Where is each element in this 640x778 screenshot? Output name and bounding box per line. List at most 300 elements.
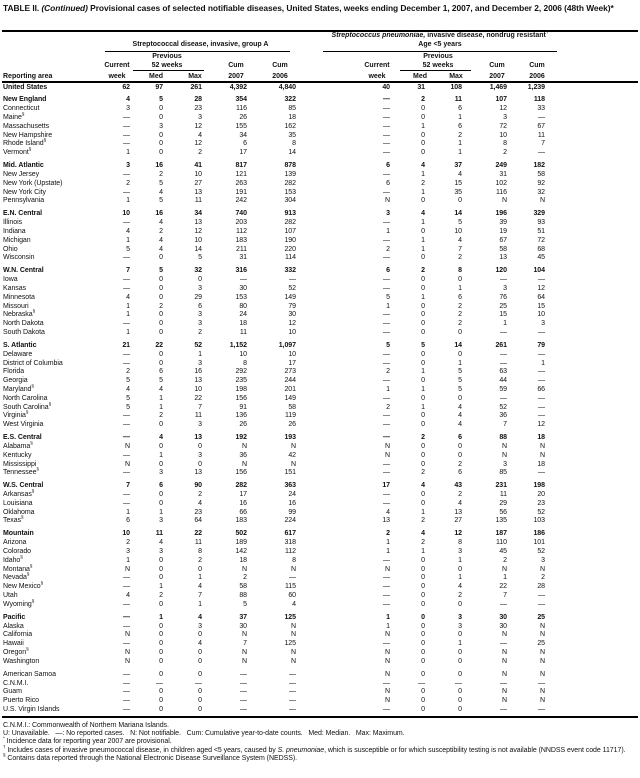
cell-value: 11 <box>194 197 202 205</box>
cell-value: 1 <box>421 188 425 196</box>
row-area-label: Kansas <box>3 284 27 292</box>
table-row <box>3 342 640 351</box>
cell-value: 1 <box>126 311 130 319</box>
cell-value: — <box>383 105 390 113</box>
cell-value: 52 <box>537 548 545 556</box>
cell-value: N <box>241 442 247 450</box>
table-row <box>3 688 640 697</box>
cell-value: 30 <box>239 622 247 630</box>
cell-value: 12 <box>194 140 202 148</box>
row-area-label: South Dakota <box>3 328 45 336</box>
cell-value: 3 <box>159 469 163 477</box>
section-marker: § <box>32 309 36 315</box>
cell-value: N <box>290 442 296 450</box>
cell-value: 0 <box>198 688 202 696</box>
cell-value: 20 <box>537 491 545 499</box>
table-row <box>3 267 640 276</box>
cell-value: 151 <box>284 469 296 477</box>
cell-value: 2 <box>503 149 507 157</box>
cell-value: 7 <box>503 421 507 429</box>
cell-value: 0 <box>159 442 163 450</box>
footnote-pneumococcal: † Includes cases of invasive pneumococcal disease, in children aged <5 years, caused by S. pneumoniae, which is susceptible or for which susceptibility testing is not available (NNDSS event code 11717). <box>3 744 626 754</box>
cell-value: 4 <box>458 412 462 420</box>
cell-value: 30 <box>499 622 507 630</box>
col-52weeks-b: 52 weeks <box>422 61 454 69</box>
cell-value: N <box>241 657 247 665</box>
cell-value: — <box>123 276 130 284</box>
row-area-label: Indiana <box>3 228 26 236</box>
col-cum2006-b-top: Cum <box>529 61 545 69</box>
footnote-nedss: § Contains data reported through the National Electronic Disease Surveillance System (NEDSS). <box>3 752 298 762</box>
cell-value: 282 <box>284 179 296 187</box>
cell-value: 79 <box>288 302 296 310</box>
cell-value: 2 <box>458 311 462 319</box>
cell-value: 2 <box>386 403 390 411</box>
cell-value: 0 <box>159 640 163 648</box>
cell-value: 0 <box>421 657 425 665</box>
cell-value: 1 <box>126 508 130 516</box>
cell-value: 1 <box>458 359 462 367</box>
52weeks-rule-a <box>133 70 204 71</box>
row-area-label: Iowa <box>3 276 18 284</box>
cell-value: 3 <box>126 548 130 556</box>
cell-value: N <box>384 197 390 205</box>
cell-value: 0 <box>159 276 163 284</box>
cell-value: 108 <box>450 83 462 91</box>
cell-value: — <box>455 679 462 687</box>
cell-value: — <box>500 276 507 284</box>
cell-value: — <box>383 171 390 179</box>
cell-value: 63 <box>499 368 507 376</box>
cell-value: N <box>124 565 130 573</box>
cell-value: — <box>123 583 130 591</box>
cell-value: N <box>539 197 545 205</box>
cell-value: 0 <box>159 359 163 367</box>
section-marker: § <box>43 138 47 144</box>
cell-value: — <box>538 403 545 411</box>
cell-value: 10 <box>239 350 247 358</box>
cell-value: — <box>383 592 390 600</box>
cell-value: — <box>383 434 390 442</box>
cell-value: — <box>383 320 390 328</box>
cell-value: N <box>539 442 545 450</box>
cell-value: 3 <box>458 622 462 630</box>
cell-value: 114 <box>284 254 296 262</box>
cell-value: 4 <box>198 131 202 139</box>
cell-value: 139 <box>284 171 296 179</box>
dagger-marker: † <box>545 29 549 35</box>
col-52weeks-a: 52 weeks <box>151 61 183 69</box>
row-area-label: Mississippi <box>3 460 37 468</box>
cell-value: 4 <box>421 210 425 218</box>
cell-value: 58 <box>239 583 247 591</box>
cell-value: 10 <box>194 385 202 393</box>
cell-value: 118 <box>533 96 545 104</box>
cell-value: 0 <box>159 697 163 705</box>
cell-value: 913 <box>284 210 296 218</box>
cell-value: — <box>383 219 390 227</box>
cell-value: 0 <box>159 421 163 429</box>
col-max-b: Max <box>449 72 463 80</box>
cell-value: 112 <box>235 228 247 236</box>
cell-value: 45 <box>499 548 507 556</box>
cell-value: — <box>538 114 545 122</box>
cell-value: 0 <box>458 600 462 608</box>
cell-value: 2 <box>198 149 202 157</box>
cell-value: 1 <box>126 328 130 336</box>
cell-value: 2 <box>458 320 462 328</box>
cell-value: 6 <box>386 179 390 187</box>
cell-value: — <box>538 350 545 358</box>
cell-value: 1 <box>421 385 425 393</box>
cell-value: 0 <box>159 460 163 468</box>
cell-value: 26 <box>239 114 247 122</box>
row-area-label: Massachusetts <box>3 122 50 130</box>
cell-value: 5 <box>126 394 130 402</box>
cell-value: 2 <box>386 368 390 376</box>
group-a-rule <box>105 51 290 52</box>
cell-value: 1 <box>126 149 130 157</box>
cell-value: 0 <box>159 657 163 665</box>
cell-value: 25 <box>499 302 507 310</box>
table-row <box>3 162 640 171</box>
cell-value: 189 <box>235 539 247 547</box>
cell-value: N <box>290 649 296 656</box>
species-name-italic: S. pneumoniae <box>277 746 325 754</box>
cell-value: 7 <box>126 482 130 490</box>
cell-value: 282 <box>284 219 296 227</box>
cell-value: 155 <box>235 122 247 130</box>
cell-value: 0 <box>159 688 163 696</box>
cell-value: 4 <box>458 171 462 179</box>
cell-value: 0 <box>421 328 425 336</box>
cell-value: — <box>500 600 507 608</box>
table-header <box>0 30 640 83</box>
cell-value: — <box>383 421 390 429</box>
section-marker: § <box>28 146 32 152</box>
cell-value: 39 <box>499 219 507 227</box>
cell-value: 3 <box>198 114 202 122</box>
cell-value: — <box>123 697 130 705</box>
cell-value: 1 <box>386 385 390 393</box>
cell-value: 91 <box>239 403 247 411</box>
row-area-label: Alabama§ <box>3 440 33 450</box>
cell-value: 4 <box>458 236 462 244</box>
cell-value: 7 <box>198 592 202 600</box>
cell-value: 5 <box>386 293 390 301</box>
cell-value: N <box>384 631 390 639</box>
table-row <box>3 105 640 114</box>
cell-value: 0 <box>421 105 425 113</box>
cell-value: — <box>195 679 202 687</box>
col-previous-a: Previous <box>152 53 182 60</box>
cell-value: 8 <box>198 548 202 556</box>
cell-value: 51 <box>537 228 545 236</box>
table-row <box>3 228 640 237</box>
table-row <box>3 219 640 228</box>
cell-value: 244 <box>284 377 296 385</box>
cell-value: N <box>241 649 247 656</box>
cell-value: 1 <box>421 508 425 516</box>
row-area-label: W.S. Central <box>3 482 44 490</box>
cell-value: 1 <box>458 574 462 582</box>
cell-value: 66 <box>537 385 545 393</box>
section-marker: § <box>26 572 30 578</box>
cell-value: N <box>539 451 545 459</box>
cell-value: 149 <box>284 394 296 402</box>
cell-value: 0 <box>421 491 425 499</box>
cell-value: 36 <box>499 412 507 420</box>
cell-value: 5 <box>159 96 163 104</box>
cell-value: 0 <box>159 328 163 336</box>
table-row <box>3 329 640 338</box>
cell-value: 62 <box>122 83 130 91</box>
cell-value: 2 <box>541 574 545 582</box>
cell-value: 1 <box>159 508 163 516</box>
cell-value: 198 <box>533 482 545 490</box>
table-row <box>3 640 640 649</box>
cell-value: 45 <box>537 254 545 262</box>
cell-value: 43 <box>454 482 462 490</box>
cell-value: 76 <box>499 293 507 301</box>
cell-value: 4 <box>159 434 163 442</box>
table-row <box>3 377 640 386</box>
cell-value: 13 <box>382 517 390 525</box>
cell-value: 0 <box>159 350 163 358</box>
cell-value: 18 <box>537 460 545 468</box>
cell-value: — <box>383 311 390 319</box>
cell-value: — <box>123 469 130 477</box>
cell-value: 4 <box>159 188 163 196</box>
cell-value: 1 <box>386 622 390 630</box>
cell-value: 0 <box>458 276 462 284</box>
cell-value: 1 <box>421 368 425 376</box>
cell-value: 3 <box>198 359 202 367</box>
cell-value: 1 <box>126 236 130 244</box>
cell-value: 149 <box>284 293 296 301</box>
row-area-label: Connecticut <box>3 105 40 113</box>
cell-value: 193 <box>284 434 296 442</box>
row-area-label: C.N.M.I. <box>3 679 29 687</box>
col-current-a: Current <box>104 61 130 69</box>
cell-value: 0 <box>458 394 462 402</box>
cell-value: 0 <box>421 622 425 630</box>
table-row <box>3 452 640 461</box>
group-a-header: Streptococcal disease, invasive, group A <box>132 41 269 48</box>
table-row <box>3 482 640 491</box>
cell-value: 101 <box>533 539 545 547</box>
cell-value: 14 <box>454 210 462 218</box>
cell-value: 36 <box>239 451 247 459</box>
table-row <box>3 500 640 509</box>
cell-value: 3 <box>503 460 507 468</box>
cell-value: 1 <box>541 359 545 367</box>
cell-value: 14 <box>454 341 462 349</box>
row-area-label: Virginia§ <box>3 410 29 420</box>
cell-value: 0 <box>198 657 202 665</box>
cell-value: 40 <box>382 83 390 91</box>
cell-value: 4 <box>159 219 163 227</box>
section-marker: § <box>25 410 29 415</box>
cell-value: 2 <box>198 491 202 499</box>
row-area-label: Maryland§ <box>3 383 34 393</box>
cell-value: — <box>538 276 545 284</box>
row-area-label: New Mexico§ <box>3 580 44 591</box>
cell-value: 15 <box>537 302 545 310</box>
row-area-label: Pennsylvania <box>3 197 45 205</box>
cell-value: N <box>384 442 390 450</box>
table-row <box>3 368 640 377</box>
cell-value: 0 <box>421 254 425 262</box>
cell-value: 1 <box>458 284 462 292</box>
cell-value: 0 <box>421 377 425 385</box>
cell-value: 13 <box>499 254 507 262</box>
cell-value: 2 <box>421 539 425 547</box>
cell-value: 0 <box>159 491 163 499</box>
cell-value: 182 <box>533 162 545 170</box>
table-row <box>3 401 640 413</box>
cell-value: 153 <box>235 293 247 301</box>
cell-value: 0 <box>198 649 202 656</box>
row-area-label: New York (Upstate) <box>3 179 63 187</box>
cell-value: 5 <box>458 368 462 376</box>
table-row <box>3 658 640 667</box>
cell-value: 3 <box>503 284 507 292</box>
cell-value: — <box>538 679 545 687</box>
table-row <box>3 180 640 189</box>
cell-value: 0 <box>421 574 425 582</box>
cell-value: 6 <box>243 140 247 148</box>
cell-value: 0 <box>198 565 202 573</box>
cell-value: 0 <box>421 649 425 656</box>
cell-value: — <box>538 705 545 713</box>
cell-value: 0 <box>458 442 462 450</box>
cell-value: 27 <box>454 517 462 525</box>
cell-value: 5 <box>159 267 163 275</box>
table-row <box>3 320 640 329</box>
cell-value: 52 <box>288 284 296 292</box>
table-row <box>3 246 640 255</box>
cell-value: 68 <box>537 245 545 253</box>
cell-value: N <box>539 670 545 678</box>
cell-value: N <box>539 697 545 705</box>
cell-value: 322 <box>284 96 296 104</box>
cell-value: 186 <box>533 530 545 538</box>
cell-value: 1 <box>503 320 507 328</box>
cell-value: 3 <box>198 451 202 459</box>
cell-value: 8 <box>292 140 296 148</box>
cell-value: 5 <box>458 377 462 385</box>
section-marker: § <box>21 515 24 521</box>
cell-value: 6 <box>386 162 390 170</box>
cell-value: 16 <box>155 210 163 218</box>
cell-value: 12 <box>194 228 202 236</box>
cell-value: — <box>383 556 390 564</box>
cell-value: 3 <box>126 105 130 113</box>
cell-value: 1 <box>198 600 202 608</box>
row-area-label: Michigan <box>3 236 31 244</box>
cell-value: 0 <box>198 670 202 678</box>
table-row <box>3 517 640 526</box>
cell-value: 6 <box>458 105 462 113</box>
cell-value: — <box>500 328 507 336</box>
row-area-label: New England <box>3 96 47 104</box>
cell-value: 97 <box>155 83 163 91</box>
row-area-label: New Jersey <box>3 171 40 179</box>
cell-value: 1 <box>386 548 390 556</box>
cell-value: — <box>123 359 130 367</box>
row-area-label: Florida <box>3 368 25 376</box>
cell-value: — <box>289 679 296 687</box>
group-b-rest: invasive disease, nondrug resistant <box>425 31 546 39</box>
cell-value: — <box>156 679 163 687</box>
cell-value: 4,392 <box>229 83 247 91</box>
cell-value: — <box>538 368 545 376</box>
cell-value: 2 <box>386 530 390 538</box>
cell-value: 16 <box>155 162 163 170</box>
col-cum2007-a-top: Cum <box>228 61 244 69</box>
cell-value: N <box>384 670 390 678</box>
cell-value: 3 <box>386 210 390 218</box>
cell-value: 0 <box>421 442 425 450</box>
cell-value: — <box>123 499 130 507</box>
cell-value: 11 <box>239 328 247 336</box>
cell-value: 1 <box>159 613 163 621</box>
cell-value: N <box>384 649 390 656</box>
cell-value: 0 <box>159 105 163 113</box>
cell-value: — <box>240 688 247 696</box>
cell-value: — <box>418 679 425 687</box>
table-row <box>3 466 640 478</box>
cell-value: 4 <box>458 499 462 507</box>
cell-value: — <box>500 679 507 687</box>
cell-value: 2 <box>386 245 390 253</box>
cell-value: 4 <box>126 293 130 301</box>
row-area-label: American Samoa <box>3 670 56 678</box>
asterisk-marker: * <box>3 736 5 742</box>
cell-value: 1 <box>458 149 462 157</box>
cell-value: 22 <box>499 583 507 591</box>
cell-value: 0 <box>458 688 462 696</box>
cell-value: 0 <box>159 114 163 122</box>
cell-value: 23 <box>194 508 202 516</box>
cell-value: 6 <box>198 302 202 310</box>
section-marker: § <box>29 563 33 569</box>
cell-value: 4 <box>421 482 425 490</box>
cell-value: 42 <box>288 451 296 459</box>
cell-value: N <box>241 460 247 468</box>
cell-value: 1 <box>458 140 462 148</box>
cell-value: 1 <box>386 613 390 621</box>
cell-value: 12 <box>537 421 545 429</box>
cell-value: 22 <box>194 394 202 402</box>
table-row <box>3 412 640 421</box>
cell-value: 4 <box>386 508 390 516</box>
section-marker: § <box>20 554 23 560</box>
cell-value: 30 <box>499 613 507 621</box>
cell-value: 7 <box>541 140 545 148</box>
cell-value: — <box>123 412 130 420</box>
cell-value: 318 <box>284 539 296 547</box>
cell-value: 4 <box>126 385 130 393</box>
cell-value: 261 <box>190 83 202 91</box>
cell-value: 0 <box>421 228 425 236</box>
row-area-label: Utah <box>3 592 18 600</box>
cell-value: 1 <box>159 403 163 411</box>
table-row <box>3 285 640 294</box>
cell-value: 17 <box>239 149 247 157</box>
cell-value: 2 <box>458 592 462 600</box>
